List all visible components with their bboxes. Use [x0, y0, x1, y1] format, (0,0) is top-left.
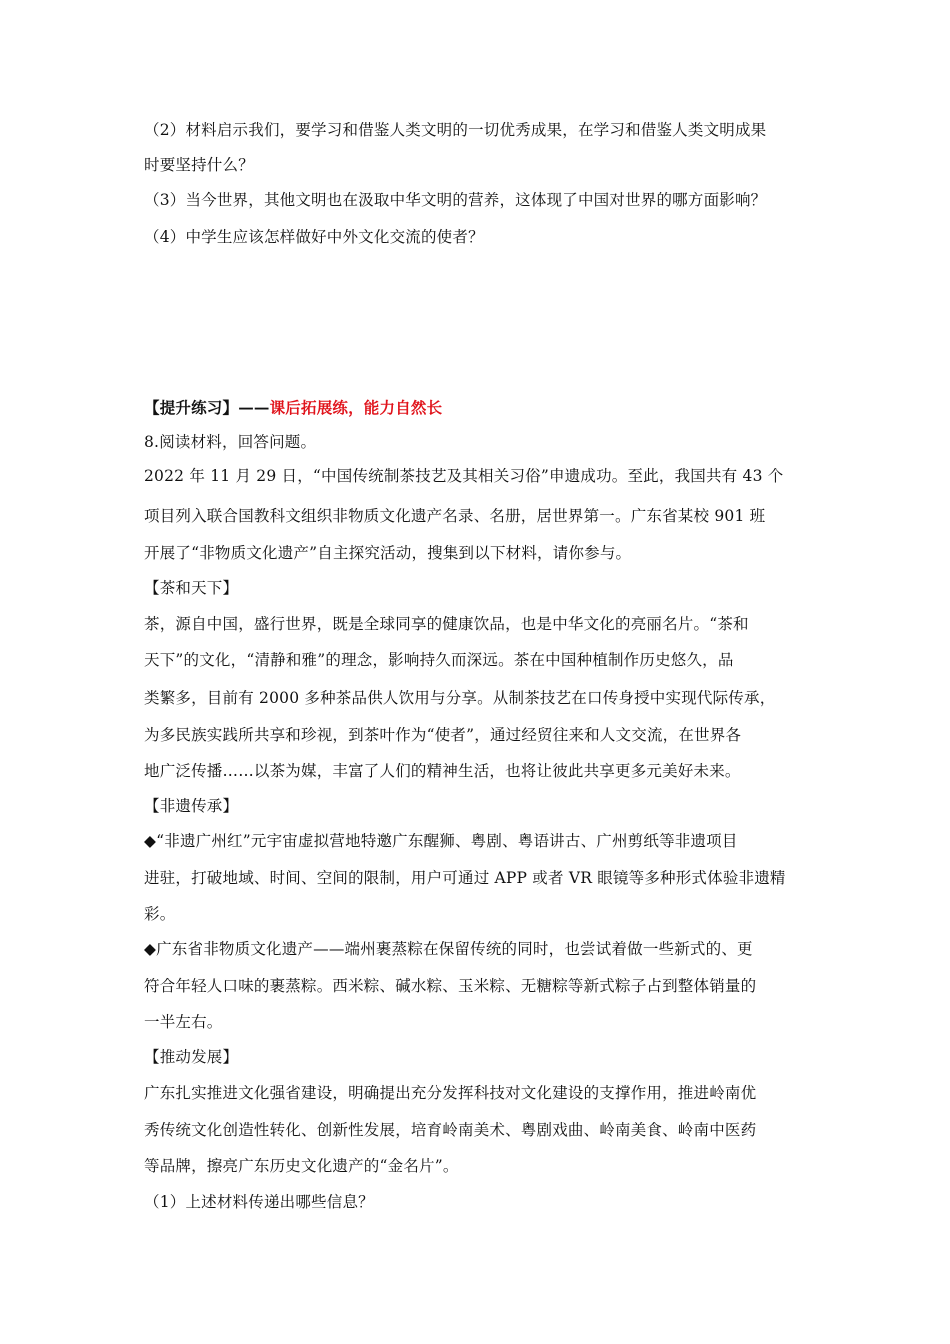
- tea-line-3: 类繁多，目前有 2000 多种茶品供人饮用与分享。从制茶技艺在口传身授中实现代际传承，: [144, 689, 776, 707]
- section-heading: [144, 398, 814, 418]
- question-8-title: 8.阅读材料，回答问题。: [144, 433, 317, 451]
- tea-line-5: 地广泛传播……以茶为媒，丰富了人们的精神生活，也将让彼此共享更多元美好未来。: [144, 762, 741, 780]
- heritage-bullet-1-line-3: 彩。: [144, 905, 176, 923]
- development-line-1: 广东扎实推进文化强省建设，明确提出充分发挥科技对文化建设的支撑作用，推进岭南优: [144, 1084, 757, 1102]
- question-3: （3）当今世界，其他文明也在汲取中华文明的营养，这体现了中国对世界的哪方面影响？: [144, 191, 767, 209]
- section-heading-slogan: 课后拓展练，能力自然长: [269, 398, 443, 417]
- intro-line-2: 项目列入联合国教科文组织非物质文化遗产名录、名册，居世界第一。广东省某校 901 班: [144, 507, 766, 525]
- heritage-bullet-1-line-2: 进驻，打破地域、时间、空间的限制，用户可通过 APP 或者 VR 眼镜等多种形式体验非遗精: [144, 869, 786, 887]
- heritage-bullet-2-line-3: 一半左右。: [144, 1013, 223, 1031]
- section-heading-dash: ——: [238, 398, 270, 417]
- heritage-bullet-1-line-1: ◆“非遗广州红”元宇宙虚拟营地特邀广东醒狮、粤剧、粤语讲古、广州剪纸等非遗项目: [144, 832, 738, 850]
- tea-line-4: 为多民族实践所共享和珍视，到茶叶作为“使者”，通过经贸往来和人文交流，在世界各: [144, 726, 742, 744]
- intro-line-3: 开展了“非物质文化遗产”自主探究活动，搜集到以下材料，请你参与。: [144, 544, 632, 562]
- development-line-3: 等品牌，擦亮广东历史文化遗产的“金名片”。: [144, 1157, 459, 1175]
- development-heading: 【推动发展】: [144, 1048, 239, 1066]
- heritage-bullet-2-line-1: ◆广东省非物质文化遗产——端州裹蒸粽在保留传统的同时，也尝试着做一些新式的、更: [144, 940, 753, 958]
- tea-line-1: 茶，源自中国，盛行世界，既是全球同享的健康饮品，也是中华文化的亮丽名片。“茶和: [144, 615, 749, 633]
- question-2-line-2: 时要坚持什么？: [144, 156, 254, 174]
- question-2-line-1: （2）材料启示我们，要学习和借鉴人类文明的一切优秀成果，在学习和借鉴人类文明成果: [144, 121, 767, 139]
- development-line-2: 秀传统文化创造性转化、创新性发展，培育岭南美术、粤剧戏曲、岭南美食、岭南中医药: [144, 1121, 757, 1139]
- heritage-heading: 【非遗传承】: [144, 797, 239, 815]
- tea-line-2: 天下”的文化，“清静和雅”的理念，影响持久而深远。茶在中国种植制作历史悠久，品: [144, 651, 734, 669]
- tea-heading: 【茶和天下】: [144, 579, 239, 597]
- section-heading-label: 【提升练习】: [144, 398, 239, 417]
- question-4: （4）中学生应该怎样做好中外文化交流的使者？: [144, 228, 484, 246]
- intro-line-1: 2022 年 11 月 29 日，“中国传统制茶技艺及其相关习俗”申遗成功。至此，我国共有 43 个: [144, 467, 784, 485]
- heritage-bullet-2-line-2: 符合年轻人口味的裹蒸粽。西米粽、碱水粽、玉米粽、无糖粽等新式粽子占到整体销量的: [144, 977, 757, 995]
- sub-question-1: （1）上述材料传递出哪些信息？: [144, 1193, 374, 1211]
